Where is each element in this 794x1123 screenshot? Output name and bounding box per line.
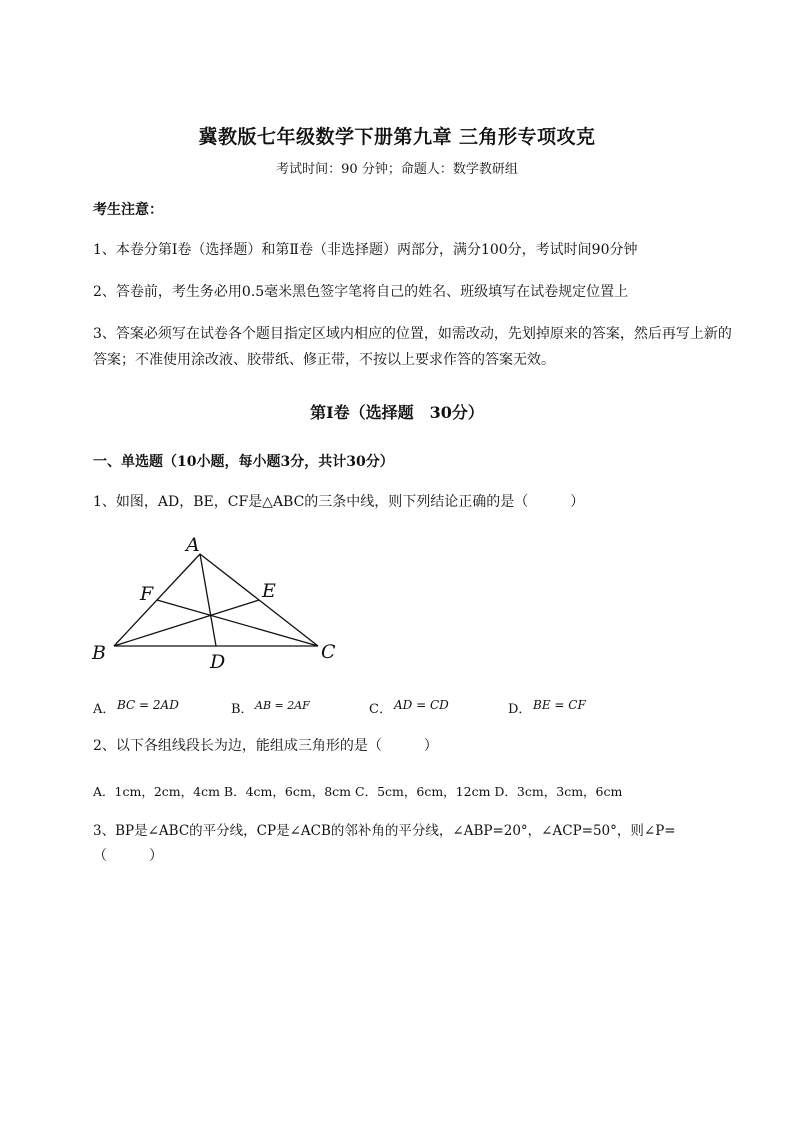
label-b: B [92,642,106,664]
notice-item-1: 1、本卷分第Ⅰ卷（选择题）和第Ⅱ卷（非选择题）两部分，满分100分，考试时间90分钟 [93,242,638,258]
question-1-stem: 1、如图，AD，BE，CF是△ABC的三条中线，则下列结论正确的是（ ） [93,494,585,510]
label-c: C [321,641,336,663]
median-ad [200,554,216,646]
document-title: 冀教版七年级数学下册第九章 三角形专项攻克 [198,126,596,148]
exam-info: 考试时间：90 分钟；命题人：数学教研组 [276,162,518,177]
question-2-options: A．1cm，2cm，4cm B．4cm，6cm，8cm C．5cm，6cm，12cm D．3cm，3cm，6cm [93,784,623,799]
q1-option-b: AB = 2AF [255,699,310,712]
section-title: 第Ⅰ卷（选择题 30分） [310,403,484,422]
question-3-stem: 3、BP是∠ABC的平分线，CP是∠ACB的邻补角的平分线，∠ABP=20°，∠ACP=50°，则∠P= [93,823,676,839]
q1-option-a: BC = 2AD [117,698,179,712]
label-f: F [140,583,154,605]
q1-option-d-letter: D． [508,702,532,717]
label-a: A [186,534,200,556]
question-3-blank: （ ） [93,848,163,864]
notice-item-3: 3、答案必须写在试卷各个题目指定区域内相应的位置，如需改动，先划掉原来的答案，然后再写上新的答案；不准使用涂改液、胶带纸、修正带，不按以上要求作答的答案无效。 [93,326,732,368]
part-title: 一、单选题（10小题，每小题3分，共计30分） [93,454,394,470]
q1-option-c: AD = CD [394,698,449,712]
q1-option-a-letter: A． [93,702,116,717]
question-2-stem: 2、以下各组线段长为边，能组成三角形的是（ ） [93,738,438,754]
q1-option-d: BE = CF [533,698,586,712]
q1-option-b-letter: B． [231,702,254,717]
notice-heading: 考生注意： [93,202,163,218]
notice-item-2: 2、答卷前，考生务必用0.5毫米黑色签字笔将自己的姓名、班级填写在试卷规定位置上 [93,284,629,300]
label-d: D [210,651,226,673]
label-e: E [262,580,276,602]
q1-option-c-letter: C． [369,702,392,717]
triangle-figure [88,530,368,675]
